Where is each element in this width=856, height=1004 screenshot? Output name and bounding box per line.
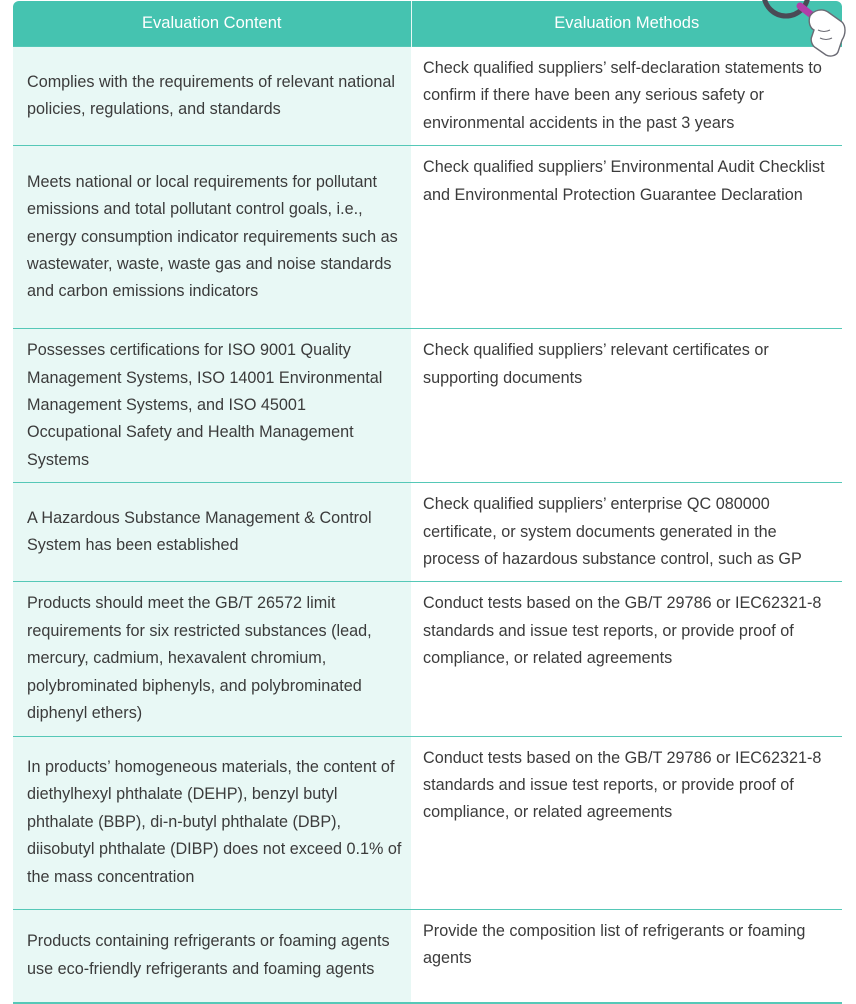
evaluation-content-cell: Meets national or local requirements for pollutant emissions and total pollutant control goals, i.e., energy consumption indicator requirements such as wastewater, waste, waste gas and noise standards and carbon emissions indicators <box>13 146 411 329</box>
evaluation-table-container <box>13 1 842 1004</box>
header-evaluation-methods: Evaluation Methods <box>411 1 842 47</box>
table-row <box>13 483 842 582</box>
evaluation-content-cell: Products containing refrigerants or foaming agents use eco-friendly refrigerants and foaming agents <box>13 909 411 1003</box>
evaluation-method-cell: Conduct tests based on the GB/T 29786 or IEC62321-8 standards and issue test reports, or provide proof of compliance, or related agreements <box>411 582 842 736</box>
table-row <box>13 736 842 909</box>
table-row <box>13 47 842 146</box>
table-row <box>13 909 842 1003</box>
evaluation-method-cell: Check qualified suppliers’ enterprise QC 080000 certificate, or system documents generated in the process of hazardous substance control, such as GP <box>411 483 842 582</box>
table-row <box>13 146 842 329</box>
evaluation-content-cell: A Hazardous Substance Management & Control System has been established <box>13 483 411 582</box>
evaluation-method-cell: Check qualified suppliers’ Environmental Audit Checklist and Environmental Protection Guarantee Declaration <box>411 146 842 329</box>
evaluation-method-cell: Check qualified suppliers’ self-declaration statements to confirm if there have been any serious safety or environmental accidents in the past 3 years <box>411 47 842 146</box>
table-row <box>13 582 842 736</box>
table-row <box>13 329 842 483</box>
evaluation-table <box>13 1 842 1004</box>
evaluation-method-cell: Conduct tests based on the GB/T 29786 or IEC62321-8 standards and issue test reports, or provide proof of compliance, or related agreements <box>411 736 842 909</box>
evaluation-content-cell: Complies with the requirements of relevant national policies, regulations, and standards <box>13 47 411 146</box>
evaluation-content-cell: In products’ homogeneous materials, the content of diethylhexyl phthalate (DEHP), benzyl butyl phthalate (BBP), di-n-butyl phthalate (DBP), diisobutyl phthalate (DIBP) does not exceed 0.1% of the mass concentration <box>13 736 411 909</box>
table-header-row <box>13 1 842 47</box>
evaluation-content-cell: Products should meet the GB/T 26572 limit requirements for six restricted substances (lead, mercury, cadmium, hexavalent chromium, polybrominated biphenyls, and polybrominated diphenyl ethers) <box>13 582 411 736</box>
header-evaluation-content: Evaluation Content <box>13 1 411 47</box>
evaluation-content-cell: Possesses certifications for ISO 9001 Quality Management Systems, ISO 14001 Environmental Management Systems, and ISO 45001 Occupational Safety and Health Management Systems <box>13 329 411 483</box>
evaluation-method-cell: Provide the composition list of refrigerants or foaming agents <box>411 909 842 1003</box>
evaluation-method-cell: Check qualified suppliers’ relevant certificates or supporting documents <box>411 329 842 483</box>
